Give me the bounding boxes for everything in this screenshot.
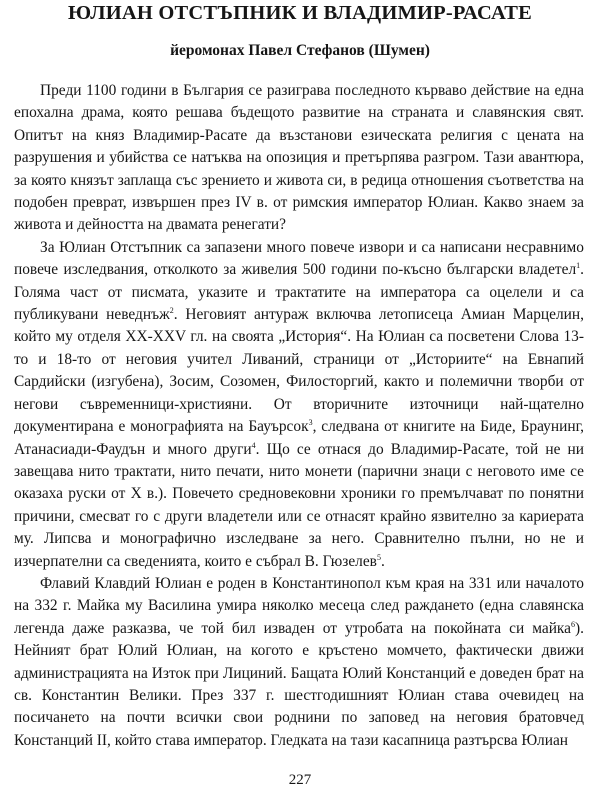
paragraph-text: . bbox=[380, 552, 385, 570]
footnote-marker: 4 bbox=[251, 440, 256, 450]
footnote-marker: 3 bbox=[308, 417, 313, 427]
article-title: ЮЛИАН ОТСТЪПНИК И ВЛАДИМИР-РАСАТЕ bbox=[68, 2, 532, 24]
paragraph-text: , следвана от книгите на Биде, Браунинг, Атанасиади-Фаудън и много други bbox=[14, 418, 584, 458]
paragraph-text: . Голяма част от писмата, указите и трактатите на императора са оцелели и са публикувани неведнъж bbox=[14, 261, 584, 324]
paragraph bbox=[14, 573, 584, 752]
footnote-marker: 5 bbox=[376, 552, 381, 562]
footnote-marker: 1 bbox=[576, 261, 581, 271]
footnote-marker: 6 bbox=[571, 619, 576, 629]
paragraph-text: ). Нейният брат Юлий Юлиан, на когото е кръстено момчето, фактически движи администрацията на Изток при Лициний. Бащата Юлий Констанций е доведен брат на св. Константин Велики. През 337 г. шестгодишният Юлиан става очевидец на посичането на почти всички свои роднини по заповед на неговия братовчед Констанций II, който става император. Гледката на тази касапница разтърсва Юлиан bbox=[14, 619, 584, 749]
paragraph-text: Преди 1100 години в България се разиграва последното кърваво действие на една епохална драма, която решава бъдещото развитие на страната и славянския свят. Опитът на княз Владимир-Расате да възстанови езическата религия с цената на разрушения и убийства се натъква на опозиция и претърпява разгром. Тази авантюра, за която князът заплаща със зрението и живота си, в редица отношения съответства на подобен преврат, извършен през IV в. от римския император Юлиан. Какво знаем за живота и дейността на двамата ренегати? bbox=[14, 82, 584, 234]
article-body bbox=[14, 80, 584, 752]
article-author: йеромонах Павел Стефанов (Шумен) bbox=[170, 42, 430, 59]
page-number: 227 bbox=[288, 772, 312, 788]
paragraph-text: За Юлиан Отстъпник са запазени много повече извори и са написани несравнимо повече изследвания, отколкото за живелия 500 години по-късно български владетел bbox=[14, 238, 584, 279]
paragraph-text: . Що се отнася до Владимир-Расате, той не ни завещава нито трактати, нито печати, нито монети (парични знаци с неговото име се оказаха руски от X в.). Повечето средновековни хроники го премълчават по понятни причини, смесват го с други владетели или се отнасят крайно язвително за кариерата му. Липсва и монографично изследване за него. Сравнително пълни, но не и изчерпателни са сведенията, които е събрал В. Гюзелев bbox=[14, 440, 584, 570]
footnote-marker: 2 bbox=[169, 305, 174, 315]
paragraph-text: Флавий Клавдий Юлиан е роден в Константинопол към края на 331 или началото на 332 г. Майка му Василина умира няколко месеца след раждането (една славянска легенда даже разказва, че той бил изваден от утробата на покойната си майка bbox=[14, 574, 584, 637]
paragraph bbox=[14, 80, 584, 237]
paragraph-text: . Неговият антураж включва летописеца Амиан Марцелин, който му отделя XX-XXV гл. на своята „История“. На Юлиан са посветени Слова 13-то и 18-то от неговия учител Ливаний, страници от „Историите“ на Евнапий Сардийски (изгубена), Зосим, Созомен, Филосторгий, както и полемични творби от негови съвременници-християни. От вторичните източници най-щателно документирана е монографията на Бауърсок bbox=[14, 306, 584, 436]
paragraph bbox=[14, 237, 584, 573]
